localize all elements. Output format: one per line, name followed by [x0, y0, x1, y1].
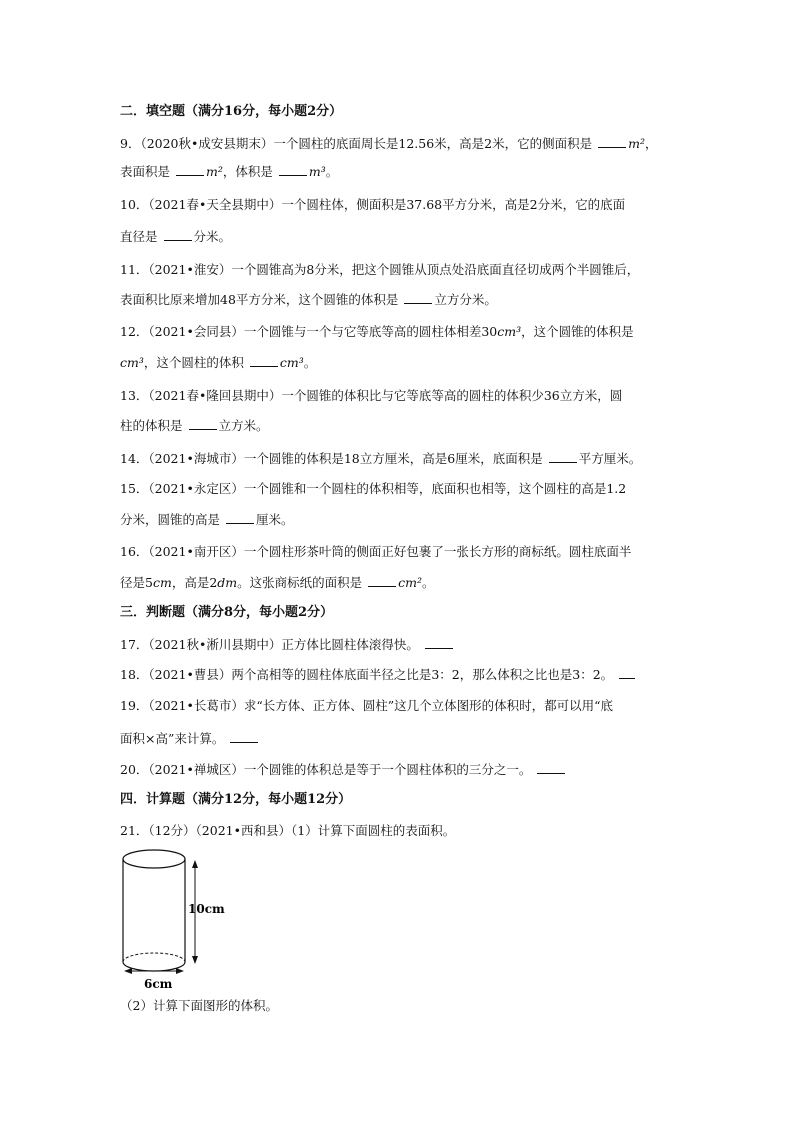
q17-line: [120, 637, 455, 653]
answer-blank[interactable]: [368, 575, 396, 587]
q20-text: 20．（2021•禅城区）一个圆锥的体积总是等于一个圆柱体积的三分之一。: [120, 762, 532, 777]
unit: cm³: [497, 324, 522, 339]
q16-line2: [120, 575, 435, 591]
q12-line2: [120, 355, 316, 371]
cylinder-top: [123, 850, 185, 868]
q16-text-d: 。这张商标纸的面积是: [237, 575, 363, 590]
q13-line1: 13．（2021春•隆回县期中）一个圆锥的体积比与它等底等高的圆柱的体积少36立方米，圆: [120, 388, 623, 403]
period: 。: [422, 575, 435, 590]
q12-text: 12．（2021•会同县）一个圆锥与一个与它等底等高的圆柱体相差30: [120, 324, 498, 339]
q12-text-b: ，这个圆锥的体积是: [521, 324, 634, 339]
section-4-heading: 四．计算题（满分12分，每小题12分）: [120, 792, 352, 807]
q9-line2: [120, 164, 338, 180]
q11-text-c: 立方分米。: [434, 292, 497, 307]
q21-line2: （2）计算下面图形的体积。: [120, 998, 278, 1013]
q15-text-b: 分米，圆锥的高是: [120, 512, 221, 527]
section-3-heading: 三．判断题（满分8分，每小题2分）: [120, 605, 334, 620]
answer-blank[interactable]: [619, 667, 635, 679]
cylinder-bottom-back: [123, 953, 185, 962]
answer-blank[interactable]: [226, 512, 254, 524]
period: 。: [303, 355, 317, 370]
q18-text: 18．（2021•曹县）两个高相等的圆柱体底面半径之比是3：2，那么体积之比也是3：2。: [120, 667, 614, 682]
unit: cm: [152, 575, 172, 590]
answer-blank[interactable]: [230, 731, 258, 743]
q10-text-b: 直径是: [120, 229, 158, 244]
answer-blank[interactable]: [598, 136, 626, 148]
q21-line1: 21．（12分）（2021•西和县）（1）计算下面圆柱的表面积。: [120, 823, 456, 838]
q19-text-b: 面积×高”来计算。: [120, 731, 225, 746]
q16-text-b: 径是5: [120, 575, 153, 590]
diameter-arrow-head-left: [124, 968, 132, 974]
q9-text-b: 表面积是: [120, 164, 171, 179]
q11-text-b: 表面积比原来增加48平方分米，这个圆锥的体积是: [120, 292, 399, 307]
answer-blank[interactable]: [404, 292, 432, 304]
q15-line2: [120, 512, 294, 528]
height-arrow-head-top: [192, 860, 198, 868]
q15-line1: 15．（2021•永定区）一个圆锥和一个圆柱的体积相等，底面积也相等，这个圆柱的高是1.2: [120, 481, 627, 496]
answer-blank[interactable]: [279, 164, 307, 176]
unit: dm: [217, 575, 238, 590]
q11-line2: [120, 292, 497, 308]
q17-text: 17．（2021秋•淅川县期中）正方体比圆柱体滚得快。: [120, 637, 419, 652]
diameter-arrow-head-right: [176, 968, 184, 974]
answer-blank[interactable]: [164, 229, 192, 241]
answer-blank[interactable]: [189, 418, 217, 430]
q13-text-c: 立方米。: [218, 418, 269, 433]
comma: ，: [645, 136, 658, 151]
height-arrow-head-bottom: [192, 956, 198, 964]
q10-line1: 10．（2021春•天全县期中）一个圆柱体，侧面积是37.68平方分米，高是2分米，它的底面: [120, 197, 626, 212]
q9-line1: [120, 136, 658, 152]
unit: m²: [628, 136, 645, 151]
height-label: 10cm: [188, 902, 225, 916]
unit: m³: [308, 164, 326, 179]
q12-line1: [120, 324, 634, 340]
q9-text: 9．（2020秋•成安县期末）一个圆柱的底面周长是12.56米，高是2米，它的侧面积是: [120, 136, 593, 151]
q19-line1: 19．（2021•长葛市）求“长方体、正方体、圆柱”这几个立体图形的体积时，都可以用“底: [120, 698, 614, 713]
answer-blank[interactable]: [537, 762, 565, 774]
q16-line1: 16．（2021•南开区）一个圆柱形茶叶筒的侧面正好包裹了一张长方形的商标纸。圆柱底面半: [120, 544, 632, 559]
q13-line2: [120, 418, 269, 434]
q9-text-c: ，体积是: [222, 164, 273, 179]
q13-text-b: 柱的体积是: [120, 418, 183, 433]
unit: cm³: [120, 355, 144, 370]
q19-line2: [120, 731, 260, 747]
answer-blank[interactable]: [250, 355, 278, 367]
q11-line1: 11．（2021•淮安）一个圆锥高为8分米，把这个圆锥从顶点处沿底面直径切成两个半圆锥后，: [120, 262, 640, 277]
q20-line: [120, 762, 567, 778]
unit: cm²: [398, 575, 422, 590]
unit: cm³: [279, 355, 304, 370]
period: 。: [325, 164, 339, 179]
answer-blank[interactable]: [549, 451, 577, 463]
q10-text-c: 分米。: [193, 229, 232, 244]
diameter-label: 6cm: [144, 977, 173, 991]
q12-text-c: ，这个圆柱的体积: [143, 355, 244, 370]
q16-text-c: ，高是2: [171, 575, 218, 590]
q14-line: [120, 451, 641, 467]
q14-text: 14．（2021•海城市）一个圆锥的体积是18立方厘米，高是6厘米，底面积是: [120, 451, 543, 466]
q15-text-c: 厘米。: [256, 512, 294, 527]
unit: m²: [206, 164, 223, 179]
answer-blank[interactable]: [176, 164, 204, 176]
q10-line2: [120, 229, 231, 245]
cylinder-figure: [118, 842, 238, 992]
q18-line: [120, 667, 637, 683]
cylinder-bottom-front: [123, 962, 185, 971]
q14-text-b: 平方厘米。: [578, 451, 642, 466]
answer-blank[interactable]: [425, 637, 453, 649]
section-2-heading: 二．填空题（满分16分，每小题2分）: [120, 104, 343, 119]
